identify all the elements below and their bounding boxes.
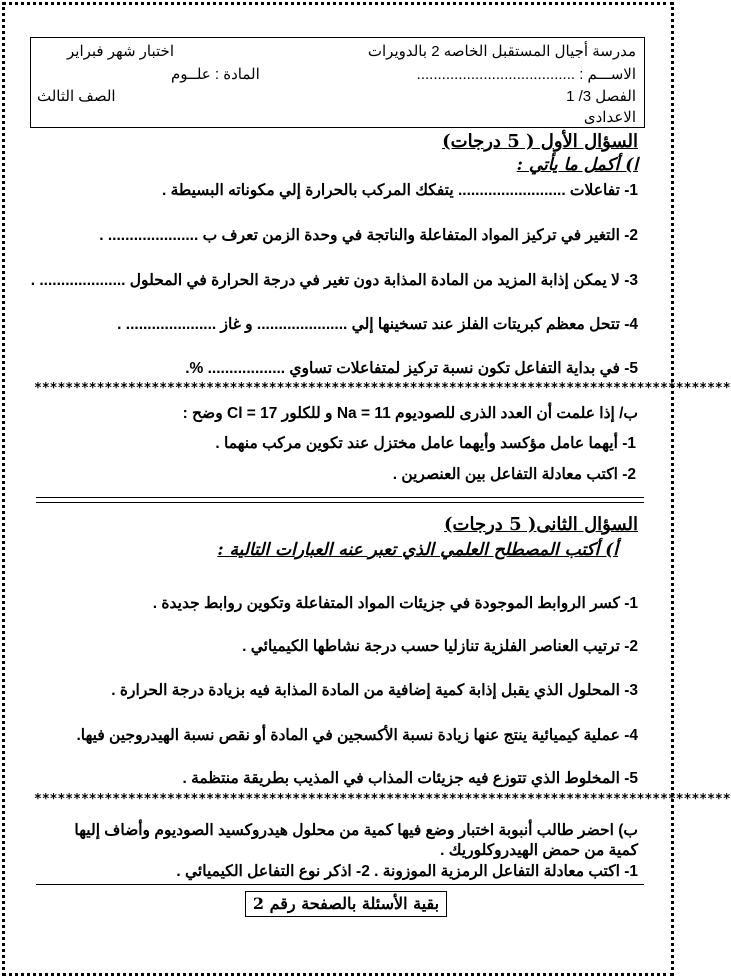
bottom-rule: [36, 884, 644, 885]
class-label: الفصل 3/ 1: [566, 88, 636, 105]
exam-header: [30, 37, 645, 128]
section-divider: [36, 497, 644, 503]
q2-part-a: أ) أكتب المصطلح العلمي الذي تعبر عنه العبارات التالية :: [217, 540, 618, 560]
q1-part-a: ا) أكمل ما يأتي :: [516, 155, 638, 175]
stars-divider: *****************************************************************************************: [34, 381, 731, 396]
q1-b-item-2: 2- اكتب معادلة التفاعل بين العنصرين .: [392, 466, 636, 483]
q1-part-b: ب/ إذا علمت أن العدد الذرى للصوديوم Na = 11 و للكلور Cl = 17 وضح :: [182, 405, 638, 422]
grade-label: الصف الثالث: [37, 88, 116, 105]
q1-item-3: 3- لا يمكن إذابة المزيد من المادة المذابة دون تغير في درجة الحرارة في المحلول .................... .: [30, 272, 638, 289]
stage-label: الاعدادى: [583, 109, 636, 126]
q1-item-4: 4- تتحل معظم كبريتات الفلز عند تسخينها إلي ..................... و غاز ..................... .: [117, 316, 638, 333]
stars-divider-2: *****************************************************************************************: [34, 792, 731, 807]
student-name-field: الاســـم : ......................................: [416, 66, 636, 83]
subject-label: المادة : علــوم: [171, 66, 260, 83]
q2-title: السؤال الثانى( 5 درجات): [444, 514, 638, 535]
q1-title: السؤال الأول ( 5 درجات): [442, 131, 638, 152]
q2-b-items: 1- اكتب معادلة التفاعل الرمزية الموزونة . 2- اذكر نوع التفاعل الكيميائي .: [176, 863, 638, 880]
exam-title: اختبار شهر فبراير: [67, 43, 174, 60]
q2-item-2: 2- ترتيب العناصر الفلزية تنازليا حسب درجة نشاطها الكيميائي .: [242, 638, 638, 655]
q1-item-5: 5- في بداية التفاعل تكون نسبة تركيز لمتفاعلات تساوي .................. %.: [185, 360, 638, 377]
q2-item-1: 1- كسر الروابط الموجودة في جزيئات المواد المتفاعلة وتكوين روابط جديدة .: [152, 595, 638, 612]
q2-item-3: 3- المحلول الذي يقبل إذابة كمية إضافية من المادة المذابة فيه بزيادة درجة الحرارة .: [111, 682, 638, 699]
q2-item-5: 5- المخلوط الذي تتوزع فيه جزيئات المذاب في المذيب بطريقة منتظمة .: [182, 770, 638, 787]
q2-part-b-line-2: كمية من حمض الهيدروكلوريك .: [440, 842, 638, 859]
q1-item-2: 2- التغير في تركيز المواد المتفاعلة والناتجة في وحدة الزمن تعرف ب ..................... .: [99, 227, 638, 244]
school-name: مدرسة أجيال المستقبل الخاصه 2 بالدويرات: [367, 43, 636, 60]
q1-item-1: 1- تفاعلات ......................... يتفكك المركب بالحرارة إلي مكوناته البسيطة .: [161, 182, 638, 199]
q2-part-b-line-1: ب) احضر طالب أنبوبة اختبار وضع فيها كمية من محلول هيدروكسيد الصوديوم وأضاف إليها: [74, 822, 638, 839]
q1-b-item-1: 1- أيهما عامل مؤكسد وأيهما عامل مختزل عند تكوين مركب منهما .: [215, 435, 636, 452]
q2-item-4: 4- عملية كيميائية ينتج عنها زيادة نسبة الأكسجين في المادة أو نقص نسبة الهيدروجين فيها.: [76, 727, 638, 744]
next-page-note: بقية الأسئلة بالصفحة رقم 2: [245, 891, 447, 917]
